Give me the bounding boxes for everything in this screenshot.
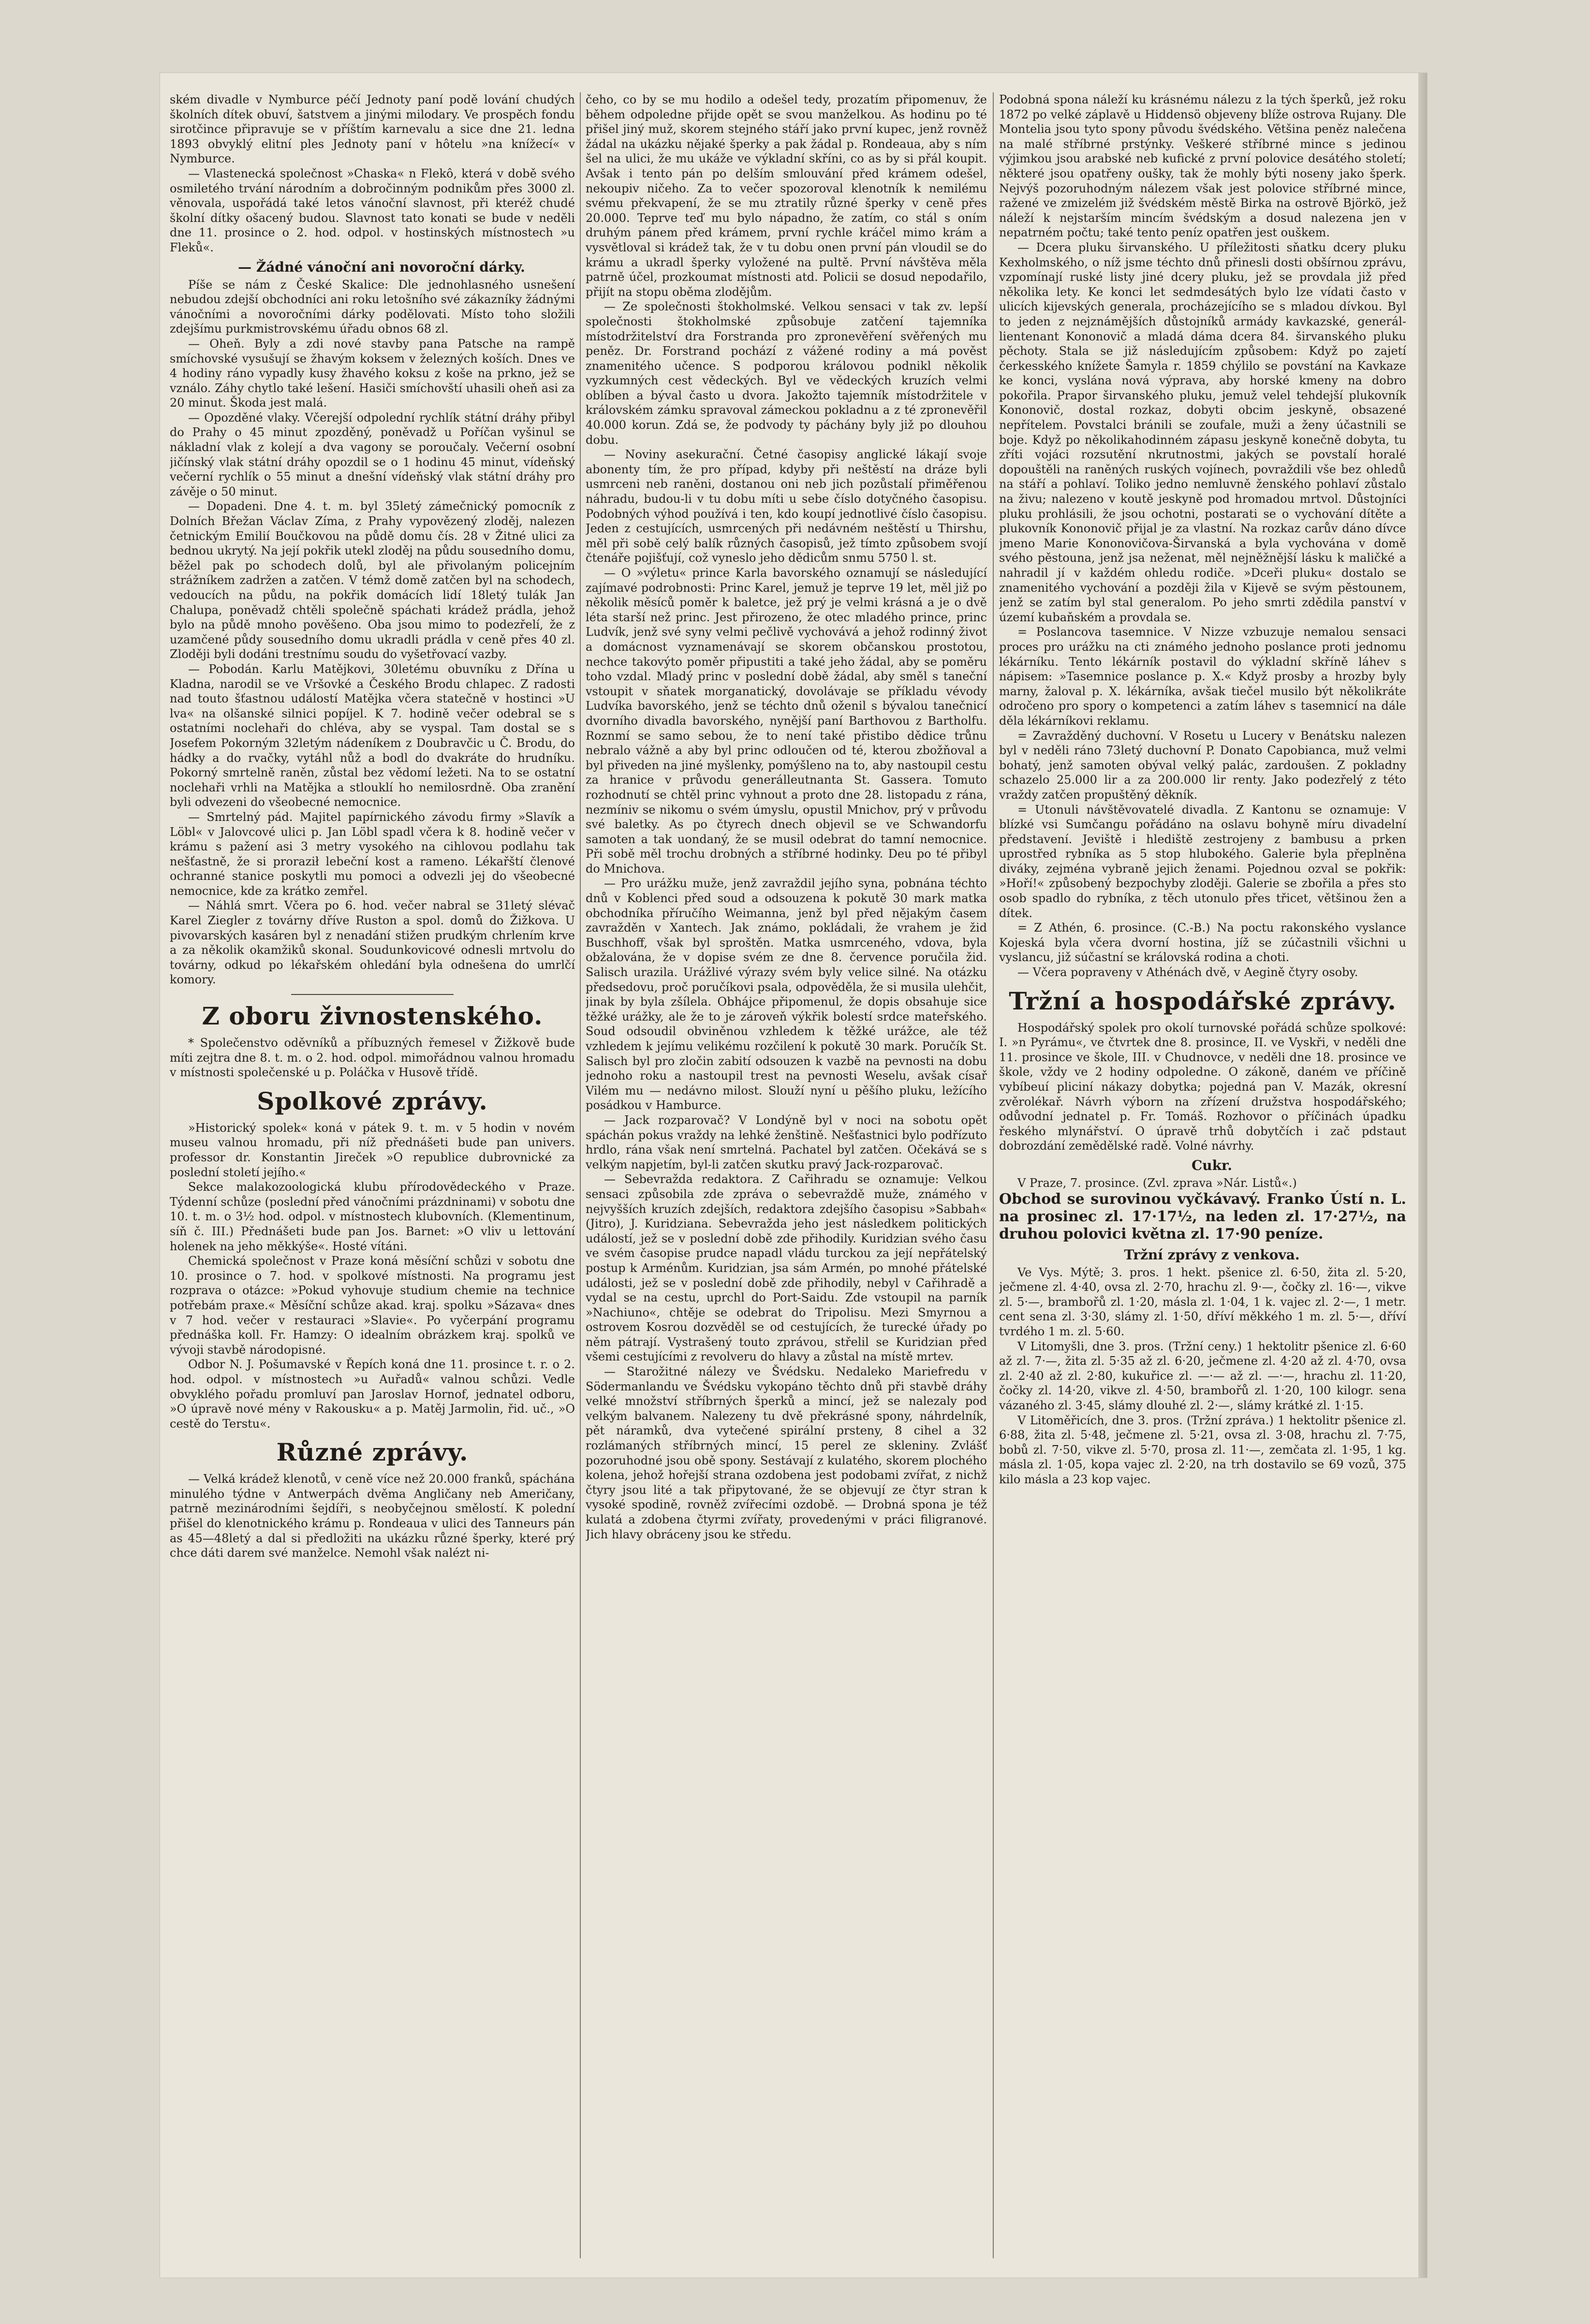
article-text: V Praze, 7. prosince. (Zvl. zprava »Nár. Listů«.) bbox=[1017, 1176, 1297, 1190]
article-text: = Z Athén, 6. prosince. (C.-B.) Na poctu rakonského vyslance Kojeská byla včera dvorní hostina, jíž se zúčastnili všichni u vyslancu, již súčastní se královská rodina a choti. bbox=[999, 921, 1406, 965]
article-text: * Společenstvo oděvníků a příbuzných řemesel v Žižkově bude míti zejtra dne 8. t. m. o 2. hod. odpol. mimořádnou valnou hromadu v místnosti společenské u p. Poláčka v Husově třídě. bbox=[170, 1036, 575, 1080]
article-text: — Oheň. Byly a zdi nové stavby pana Patsche na rampě smíchovské vysušují se žhavým koksem v železných koších. Dnes ve 4 hodiny ráno vypadly kusy žhavého koksu z koše na prkno, jež se vználo. Záhy chytlo také lešení. Hasiči smíchovští uhasili oheň asi za 20 minut. Škoda jest malá. bbox=[170, 336, 575, 410]
article-text: — Včera popraveny v Athénách dvě, v Aegině čtyry osoby. bbox=[1017, 965, 1358, 979]
article-text: čeho, co by se mu hodilo a odešel tedy, prozatím připomenuv, že během odpoledne přijde opět se svou manželkou. As hodinu po té přišel jiný muž, skorem stejného stáří jako první kupec, jenž rovněž žádal na ukázku nějaké šperky a pak žádal p. Rondeaua, aby s ním šel na ulici, že mu ukáže ve výkladní skříni, co as by si přál koupit. Avšak i tento pán po delším smlouvání před krámem odešel, nekoupiv ničeho. Za to večer spozoroval klenotník k nemilému svému překvapení, že se mu ztratily různé šperky v ceně přes 20.000. Teprve teď mu bylo nápadno, že zatím, co stál s oním druhým pánem před krámem, první rychle kráčel mimo krám a vysvětloval si krádež tak, že v tu dobu onen první pán vloudil se do krámu a ukradl šperky vyložené na pultě. První návštěva měla patrně účel, prozkoumat místnosti atd. Policii se dosud nepodařilo, přijít na stopu oběma zlodějům. bbox=[586, 93, 987, 299]
article-text: — Opozděné vlaky. Včerejší odpolední rychlík státní dráhy přibyl do Prahy o 45 minut zpozděný, poněvadž u Poříčan vyšinul se nákladní vlak z kolejí a dva vagony se poroučaly. Večerní osobní jičínský vlak státní dráhy opozdil se o 1 hodinu 45 minut, vídeňský večerní rychlík o 55 minut a dnešní vídeňský vlak státní dráhy pro závěje o 50 minut. bbox=[170, 410, 575, 498]
article-text: — O »výletu« prince Karla bavorského oznamují se následující zajímavé podrobnosti: Princ Karel, jemuž je teprve 19 let, měl již po několik měsíců poměr k baletce, jež prý je velmi krásná a je o dvě léta starší než princ. Jest přirozeno, že otec mladého prince, princ Ludvík, jenž své syny velmi pečlivě vychovává a jehož rodinný život a domácnost vyznamenávají se skorem občanskou prostotou, nechce takovýto poměr připustiti a také jeho žádal, aby se poměru toho vzdal. Mladý princ v poslední době žádal, aby směl s taneční vstoupit v sňatek morganatický, dovolávaje se příkladu vévody Ludvíka bavorského, jenž se téchto dnů oženil s bývalou tanečnicí dvorního divadla bavorského, nynější paní Barthovou z Bartholfu. Roznmí se samo sebou, že to není také přistibo dědice trůnu nebralo vážně a aby byl princ odloučen od té, kterou zbožňoval a byl přiveden na jiné myšlenky, pomýšleno na to, aby nastoupil cestu za hranice v průvodu generálleutnanta St. Gassera. Tomuto rozhodnutí se chtěl princ vyhnout a proto dne 28. listopadu z rána, nezmíniv se nikomu o svém úmyslu, opustil Mnichov, prý v průvodu své baletky. As po čtyrech dnech objevil se ve Schwandorfu samoten a tak uondaný, že se musil odebrat do tamní nemocnice. Při sobě měl trochu drobných a stříbrné hodinky. Deu po té přibyl do Mnichova. bbox=[586, 566, 987, 876]
article-text: Odbor N. J. Pošumavské v Řepích koná dne 11. prosince t. r. o 2. hod. odpol. v místnostech »u Auřadů« valnou schůzi. Vedle obvyklého pořadu promluví pan Jaroslav Hornof, jednatel odboru, »O úpravě nové mény v Rakousku« a p. Matěj Jarmolin, řid. uč., »O cestě do Terstu«. bbox=[170, 1358, 575, 1431]
article-text: — Smrtelný pád. Majitel papírnického závodu firmy »Slavík a Löbl« v Jalovcové ulici p. Jan Löbl spadl včera k 8. hodině večer v krámu s pažení asi 3 metry vysokého na cihlovou podlahu tak nešťastně, že si proraził lebeční kost a rameno. Lékařští členové ochranné stanice poskytli mu pomoci a odvezli jej do všeobecné nemocnice, kde za krátko zemřel. bbox=[170, 810, 575, 898]
article-text: V Litomyšli, dne 3. pros. (Tržní ceny.) 1 hektolitr pšenice zl. 6·60 až zl. 7·—, žita zl. 5·35 až zl. 6·20, ječmene zl. 4·20 až zl. 4·70, ovsa zl. 2·40 až zl. 2·80, kukuřice zl. —·— až zl. —·—, hrachu zl. 11·20, čočky zl. 14·20, vikve zl. 4·50, brambořů zl. 1·20, 100 kilogr. sena vázaného zl. 3·45, slámy dlouhé zl. 2·—, slámy krátké zl. 1·15. bbox=[999, 1339, 1406, 1412]
column-2 bbox=[586, 92, 987, 2258]
article-text: = Utonuli návštěvovatelé divadla. Z Kantonu se oznamuje: V blízké vsi Sumčangu pořádáno na oslavu bohyně míru divadelní představení. Jeviště i hlediště zestrojeny z bambusu a prken uprostřed rybníka as 5 stop hlubokého. Galerie byla přeplněna diváky, zejména vybraně jejich ženami. Pojednou ozval se pokřik: »Hoří!« způsobený bezpochyby zloději. Galerie se zbořila a přes sto osob spadlo do rybníka, z těch utonulo přes třicet, většinou žen a dítek. bbox=[999, 803, 1406, 920]
article-text: — Sebevražda redaktora. Z Cařihradu se oznamuje: Velkou sensaci způsobila zde zpráva o sebevraždě muže, známého v nejvyšších kruzích zdejších, redaktora zdejšího časopisu »Sabbah« (Jitro), J. Kuridziana. Sebevražda jeho jest následkem politických událostí, jež se v poslední době zde přihodily. Kuridzian svého času ve svém časopise prudce napadl vládu turckou za její nepřátelský postup k Arménům. Kuridzian, jsa sám Armén, po mnohé přátelské události, jež se v poslední době zde přihodily, nebyl v Cařihradě a vydal se na cestu, uprchl do Port-Saidu. Zde vstoupil na parník »Nachiuno«, chtěje se odebrat do Tripolisu. Mezi Smyrnou a ostrovem Kosrou dozvěděl se od cestujících, že turecké úřady po něm pátrají. Vystrašený touto zprávou, střelil se Kuridzian před všemi cestujícími z revolveru do hlavy a zůstal na místě mrtev. bbox=[586, 1172, 987, 1364]
article-text: — Vlastenecká společnost »Chaska« n Flekô, která v době svého osmiletého trvání národním a dobročinným podnikům přes 3000 zl. věnovala, uspořádá také letos vánoční slavnost, při kteréž chudé školní dítky ošacený budou. Slavnost tato konati se bude v neděli dne 11. prosince o 2. hod. odpol. v hostinských místnostech »u Fleků«. bbox=[170, 166, 575, 254]
article-text: — Dcera pluku širvanského. U příležitosti sňatku dcery pluku Kexholmského, o níž jsme téchto dnů přinesli dosti obšírnou zprávu, vzpomínají ruské listy jiné dcery pluku, jež se provdala již před několika lety. Ke konci let sedmdesátých bylo lze vídati často v ulicích kijevských generala, procházejícího se s mladou dívkou. Byl to jeden z nejznámějších důstojníků armády kavkazské, generál-lientenant Kononovič a mladá dáma dcera 84. širvanského pluku pěchoty. Stala se již následujícím způsobem: Když po zajetí čerkesského knížete Šamyla r. 1859 chýlilo se povstání na Kavkaze ke konci, vyslána nová výprava, aby horské kmeny na dobro pokořila. Prapor širvanského pluku, jemuž velel tehdejší plukovník Kononovič, dostal rozkaz, dobyti obcim jeskyně, obsazené nepřítelem. Povstalci bránili se zoufale, muži a ženy účastnili se boje. Když po několikahodinném zápasu jeskyně konečně dobyta, tu zříti vojáci rozsutění nkrutnostmi, jakých se povstalí horalé dopouštěli na raněných ruských vojínech, povraždili vše bez ohledů na stáří a pohlaví. Toliko jedno nemluvně ženského pohlaví zůstalo na živu; nalezeno v koutě jeskyně pod hromadou mrtvol. Důstojníci pluku prohlásili, že jsou ochotni, postarati se o vychování dítěte a plukovník Kononovič přijal je za vlastní. Na rozkaz carův dáno dívce jmeno Marie Kononovičova-Širvanská a byla vychována v domě svého pěstouna, jenž jsa neženat, měl nejněžnější lásku k maličké a nahradil jí v každém ohledu rodiče. »Dceři pluku« dostalo se znamenitého vychování a později žila v Kijevě se svým pěstounem, jenž se zatím byl stal generalom. Po jeho smrti zdědila panství v území kubaňském a provdala se. bbox=[999, 240, 1406, 624]
article-text: V Litoměřicích, dne 3. pros. (Tržní zpráva.) 1 hektolitr pšenice zl. 6·88, žita zl. 5·48, ječmene zl. 5·21, ovsa zl. 3·08, hrachu zl. 7·75, bobů zl. 7·50, vikve zl. 5·70, prosa zl. 11·—, zemčata zl. 1·95, 1 kg. másla zl. 1·05, kopa vajec zl. 2·20, na trh dostavilo se 69 vozů, 375 kilo másla a 23 kop vajec. bbox=[999, 1413, 1406, 1486]
article-heading: Tržní zprávy z venkova. bbox=[1124, 1246, 1300, 1263]
section-title: Tržní a hospodářské zprávy. bbox=[1009, 986, 1397, 1015]
section-divider bbox=[291, 994, 453, 995]
article-text: — Velká krádež klenotů, v ceně více než 20.000 franků, spáchána minulého týdne v Antwerpách dvěma Angličany neb Američany, patrně mezinárodními šejdíři, s neobyčejnou smělostí. K polední přišel do klenotnického krámu p. Rondeaua v ulici des Tanneurs pán as 45—48letý a dal si předložiti na ukázku různé šperky, které prý chce dáti darem své manželce. Nemohl však nalézt ni- bbox=[170, 1472, 575, 1560]
article-text: — Jack rozparovač? V Londýně byl v noci na sobotu opět spáchán pokus vraždy na lehké ženštině. Nešťastnici bylo podřízuto hrdlo, rána však není smrtelná. Pachatel byl zatčen. Očekává se s velkým napjetím, byl-li zatčen skutku pravý Jack-rozparovač. bbox=[586, 1113, 987, 1171]
article-text: — Pobodán. Karlu Matějkovi, 30letému obuvníku z Dřína u Kladna, narodil se ve Vršovké a Českého Brodu chlapec. Z radosti nad touto šťastnou událostí Matějka včera statečně v hostinci »U lva« na olšanské silnici popíjel. K 7. hodině večer odebral se s ostatními noclehaři do chléva, aby se vyspal. Tam dostal se s Josefem Pokorným 32letým nádeníkem z Doubravčic u Č. Brodu, do hádky a do rvačky, vytáhl nůž a bodl do dvakráte do hrudníku. Pokorný smrtelně raněn, zůstal bez vědomí ležeti. Na to se ostatní noclehaři vrhli na Matějka a stlouklí ho nemilosrdně. Oba zranění byli odvezeni do všeobecné nemocnice. bbox=[170, 662, 575, 809]
article-text: Hospodářský spolek pro okolí turnovské pořádá schůze spolkové: I. »n Pyrámu«, ve čtvrtek dne 8. prosince, II. ve Vyskři, v neděli dne 11. prosince ve škole, III. v Chudnovce, v neděli dne 18. prosince ve škole, vždy ve 2 hodiny odpoledne. O zákoně, daném ve příčině vybíbeuí pliciní nákazy dobytka; pojedná pan V. Mazák, okresní zvěrolékař. Návrh výborn na zřízení družstva hospodářského; odůvodní jednatel p. Fr. Tomáš. Rozhovor o příčinách úpadku řeského mlynářství. O úpravě trhů dobytčích i zač pdstaut dobrozdání zemědělské radě. Volné návrhy. bbox=[999, 1021, 1406, 1153]
article-text: Sekce malakozoologická klubu přírodovědeckého v Praze. Týdenní schůze (poslední před vánočními prázdninami) v sobotu dne 10. t. m. o 3½ hod. odpol. v místnostech klubovních. (Klementinum, síň č. III.) Přednášeti bude pan Jos. Barnet: »O vliv u lettování holenek na jeho měkkýše«. Hosté vítáni. bbox=[170, 1180, 575, 1253]
section-title: Různé zprávy. bbox=[276, 1438, 469, 1467]
article-text: = Zavražděný duchovní. V Rosetu u Lucery v Benátsku nalezen byl v neděli ráno 73letý duchovní P. Donato Capobianca, muž velmi bohatý, jenž samoten obýval velký palác, zardoušen. Z pokladny schazelo 25.000 lir a za 200.000 lir renty. Jako podezřelý z této vraždy zatčen propuštěný děkník. bbox=[999, 729, 1406, 802]
column-rule bbox=[993, 92, 994, 2258]
article-text: Píše se nám z České Skalice: Dle jednohlasného usnešení nebudou zdejší obchodníci ani roku letošního své zákazníky žádnými vánočními a novoročními dárky podělovati. Místo toho složili zdejšímu purkmistrovskému úřadu obnos 68 zl. bbox=[170, 278, 575, 336]
article-heading: Cukr. bbox=[1192, 1157, 1232, 1173]
article-text: — Dopadeni. Dne 4. t. m. byl 35letý zámečnický pomocník z Dolních Břežan Václav Zíma, z Prahy vypovězený zloděj, nalezen četnickým Emilií Boučkovou na půdě domu čís. 28 v Žitné ulici za bednou ukrytý. Na její pokřik utekl zloděj na půdu sousedního domu, běžel pak po schodech dolů, byl ale přivolaným policejním strážníkem zadržen a zatčen. V témž domě zatčen byl na schodech, vedoucích na půdu, na pokřik domácích lidí 18letý tulák Jan Chalupa, poněvadž chtěli společně spáchati krádež prádla, jehož bylo na půdě mnoho pověšeno. Oba jsou mimo to podezřelí, že z uzamčené půdy sousedního domu ukradli prádla v ceně přes 40 zl. Zloději byli dodáni trestnímu soudu do vyšetřovací vazby. bbox=[170, 499, 575, 661]
article-text: — Starožitné nálezy ve Švédsku. Nedaleko Mariefredu v Södermanlandu ve Švédsku vykopáno těchto dnů při stavbě dráhy velké množství stříbrných šperků a mincí, jež se nalezaly pod velkým balvanem. Nalezeny tu dvě překrásné spony, náhrdelník, pět náramků, dva vytečené spirální prsteny, 8 cihel a 32 rozlámaných stříbrných mincí, 15 perel ze skleniny. Zvlášť pozoruhodné jsou obě spony. Sestávají z kulatého, skorem plochého kolena, jehož hořejší strana ozdobena jest podobami zvířat, z nichž čtyry jsou lité a tak připytované, že se objevují ze čtyr stran k vysoké spodině, rovněž zvířecími ozdobě. — Drobná spona je též kulatá a zdobena čtyrmi zvířaty, provedenými v práci filigranové. Jich hlavy obráceny jsou ke středu. bbox=[586, 1365, 987, 1541]
article-text: »Historický spolek« koná v pátek 9. t. m. v 5 hodin v novém museu valnou hromadu, při níž přednášeti bude pan univers. professor dr. Konstantin Jireček »O republice dubrovnické za poslední století jejího.« bbox=[170, 1121, 575, 1179]
article-heading: — Žádné vánoční ani novoroční dárky. bbox=[238, 259, 525, 275]
column-1 bbox=[170, 92, 575, 2258]
article-text: — Ze společnosti štokholmské. Velkou sensaci v tak zv. lepší společnosti štokholmské způsobuje zatčení tajemníka místodržitelství dra Forstranda pro zpronevěření svěřených mu peněz. Dr. Forstrand pochází z vážené rodiny a má pověst znamenitého učence. S podporou královou podnikl několik vyzkumných cest vědeckých. Byl ve vědeckých kruzích velmi oblíben a býval často u dvora. Jakožto tajemník místodržitele v královském zámku spravoval zámeckou pokladnu a z té zpronevěřil 40.000 korun. Zdá se, že podvody ty páchány byly již po dlouhou dobu. bbox=[586, 300, 987, 447]
section-title: Spolkové zprávy. bbox=[257, 1086, 488, 1115]
page-edge-shadow bbox=[1418, 73, 1427, 2278]
article-text: — Náhlá smrt. Včera po 6. hod. večer nabral se 31letý slévač Karel Ziegler z továrny dříve Ruston a spol. domů do Žižkova. U pivovarských kasáren byl z nenadání stižen prudkým chrlením krve a za několik okamžiků skonal. Soudunkovicové odnesli mrtvolu do továrny, odkud po lékařském ohledání byla odnešena do umrlčí komory. bbox=[170, 899, 575, 987]
article-text: — Pro urážku muže, jenž zavraždil jejího syna, pobnána téchto dnů v Koblenci před soud a odsouzena k pokutě 30 mark matka obchodníka příručího Weimanna, jenž byl před nějakým časem zavražděn v Xantech. Jak známo, pokládali, že vrahem je žid Buschhoff, však byl sproštěn. Matka usmrceného, vdova, byla obžalována, že v dopise svém ze dne 8. července poručila žid. Salisch urazila. Urážlivé výrazy svém byly velice silné. Na otázku předsedovu, proč poručíkovi psala, odpověděla, že si musila ulehčit, jinak by byla zšílela. Obhájce připomenul, že dopis obsahuje sice těžké urážky, ale že to je zároveň výkřik bolestí srdce mateřského. Soud odsoudil obviněnou vzhledem k těžké urážce, ale též vzhledem k jejímu velikému rozčilení k pokutě 30 mark. Poručík St. Salisch byl pro zločin zabití odsouzen k vazbě na pevnosti na dobu jednoho roku a nastoupil trest na pevnosti Weselu, avšak císař Vilém mu — nedávno milost. Slouží nyní u pěšího pluku, ležícího posádkou v Hamburce. bbox=[586, 877, 987, 1112]
article-text: Obchod se surovinou vyčkávavý. Franko Ústí n. L. na prosinec zl. 17·17½, na leden zl. 17·27½, na druhou polovici května zl. 17·90 peníze. bbox=[999, 1190, 1406, 1242]
article-text: Ve Vys. Mýtě; 3. pros. 1 hekt. pšenice zl. 6·50, žita zl. 5·20, ječmene zl. 4·40, ovsa zl. 2·70, hrachu zl. 9·—, čočky zl. 16·—, vikve zl. 5·—, brambořů zl. 1·20, másla zl. 1·04, 1 k. vajec zl. 2·—, 1 metr. cent sena zl. 3·30, slámy zl. 1·50, dříví měkkého 1 m. zl. 5·—, dříví tvrdého 1 m. zl. 5·60. bbox=[999, 1265, 1406, 1338]
article-text: — Noviny asekurační. Četné časopisy anglické lákají svoje abonenty tím, že pro případ, kdyby při neštěstí na dráze byli usmrceni neb raněni, dostanou oni neb jich pozůstalí přiměřenou náhradu, budou-li v tu dobu míti u sebe číslo dotyčného časopisu. Podobných výhod používá i ten, kdo koupí jednotlivé číslo časopisu. Jeden z cestujících, usmrcených při nedávném neštěstí u Thirshu, měl při sobě celý balík různých časopisů, jež tímto způsobem svojí čtenáře pojišťují, což vyneslo jeho dědicům snmu 5750 l. st. bbox=[586, 448, 987, 565]
section-title: Z oboru živnostenského. bbox=[202, 1002, 543, 1031]
article-text: = Poslancova tasemnice. V Nizze vzbuzuje nemalou sensaci proces pro urážku na cti známého jednoho poslance proti jednomu lékárníku. Tento lékárník postavil do výkladní skříně láhev s nápisem: »Tasemnice poslance p. X.« Když prosby a hrozby byly marny, žaloval p. X. lékárníka, avšak tiečel musilo být několikráte odročeno pro spory o kompetenci a zatím láhev s tasemnicí na dále děla lékárníkovi reklamu. bbox=[999, 625, 1406, 728]
article-text: Chemická společnost v Praze koná měsíční schůzi v sobotu dne 10. prosince o 7. hod. v spolkové místnosti. Na programu jest rozprava o otázce: »Pokud vyhovuje studium chemie na technice potřebám praxe.« Měsíční schůze akad. kraj. spolku »Sázava« dnes v 7 hod. večer v restauraci »Slavie«. Po vyčerpání programu přednáška koll. Fr. Hamzy: O idealním obrázkem kraj. spolků ve vývoji stavbě národopisné. bbox=[170, 1254, 575, 1357]
article-text: Podobná spona náleží ku krásnému nálezu z la tých šperků, jež roku 1872 po velké záplavě u Hiddensö objeveny blíže ostrova Rujany. Dle Montelia jsou tyto spony původu švédského. Většina peněz nalečena na malé stříbrné prstýnky. Veškeré stříbrné mince s jedinou výjimkou jsou arabské neb kufické z první polovice desátého století; některé jsou opatřeny oušky, tak že mohly býti noseny jako šperk. Nejvýš pozoruhodným nálezem však jest polovice stříbrné mince, ražené ve zmizelém již švédském městě Birka na ostrově Björkö, jež náleží k nejstarším mincím švédským a dosud nalezena jen v nepatrném počtu; také tento peníz opatřen jest ouškem. bbox=[999, 93, 1406, 240]
newspaper-page bbox=[160, 73, 1428, 2278]
article-text: ském divadle v Nymburce péčí Jednoty paní podě lování chudých školních dítek obuví, šatstvem a jinými milodary. Ve prospěch fondu sirotčince připravuje se v příštím karnevalu a sice dne 21. ledna 1893 obvyklý elitní ples Jednoty paní v hôtelu »na knížecí« v Nymburce. bbox=[170, 93, 575, 166]
column-3 bbox=[999, 92, 1406, 2258]
column-rule bbox=[580, 92, 581, 2258]
